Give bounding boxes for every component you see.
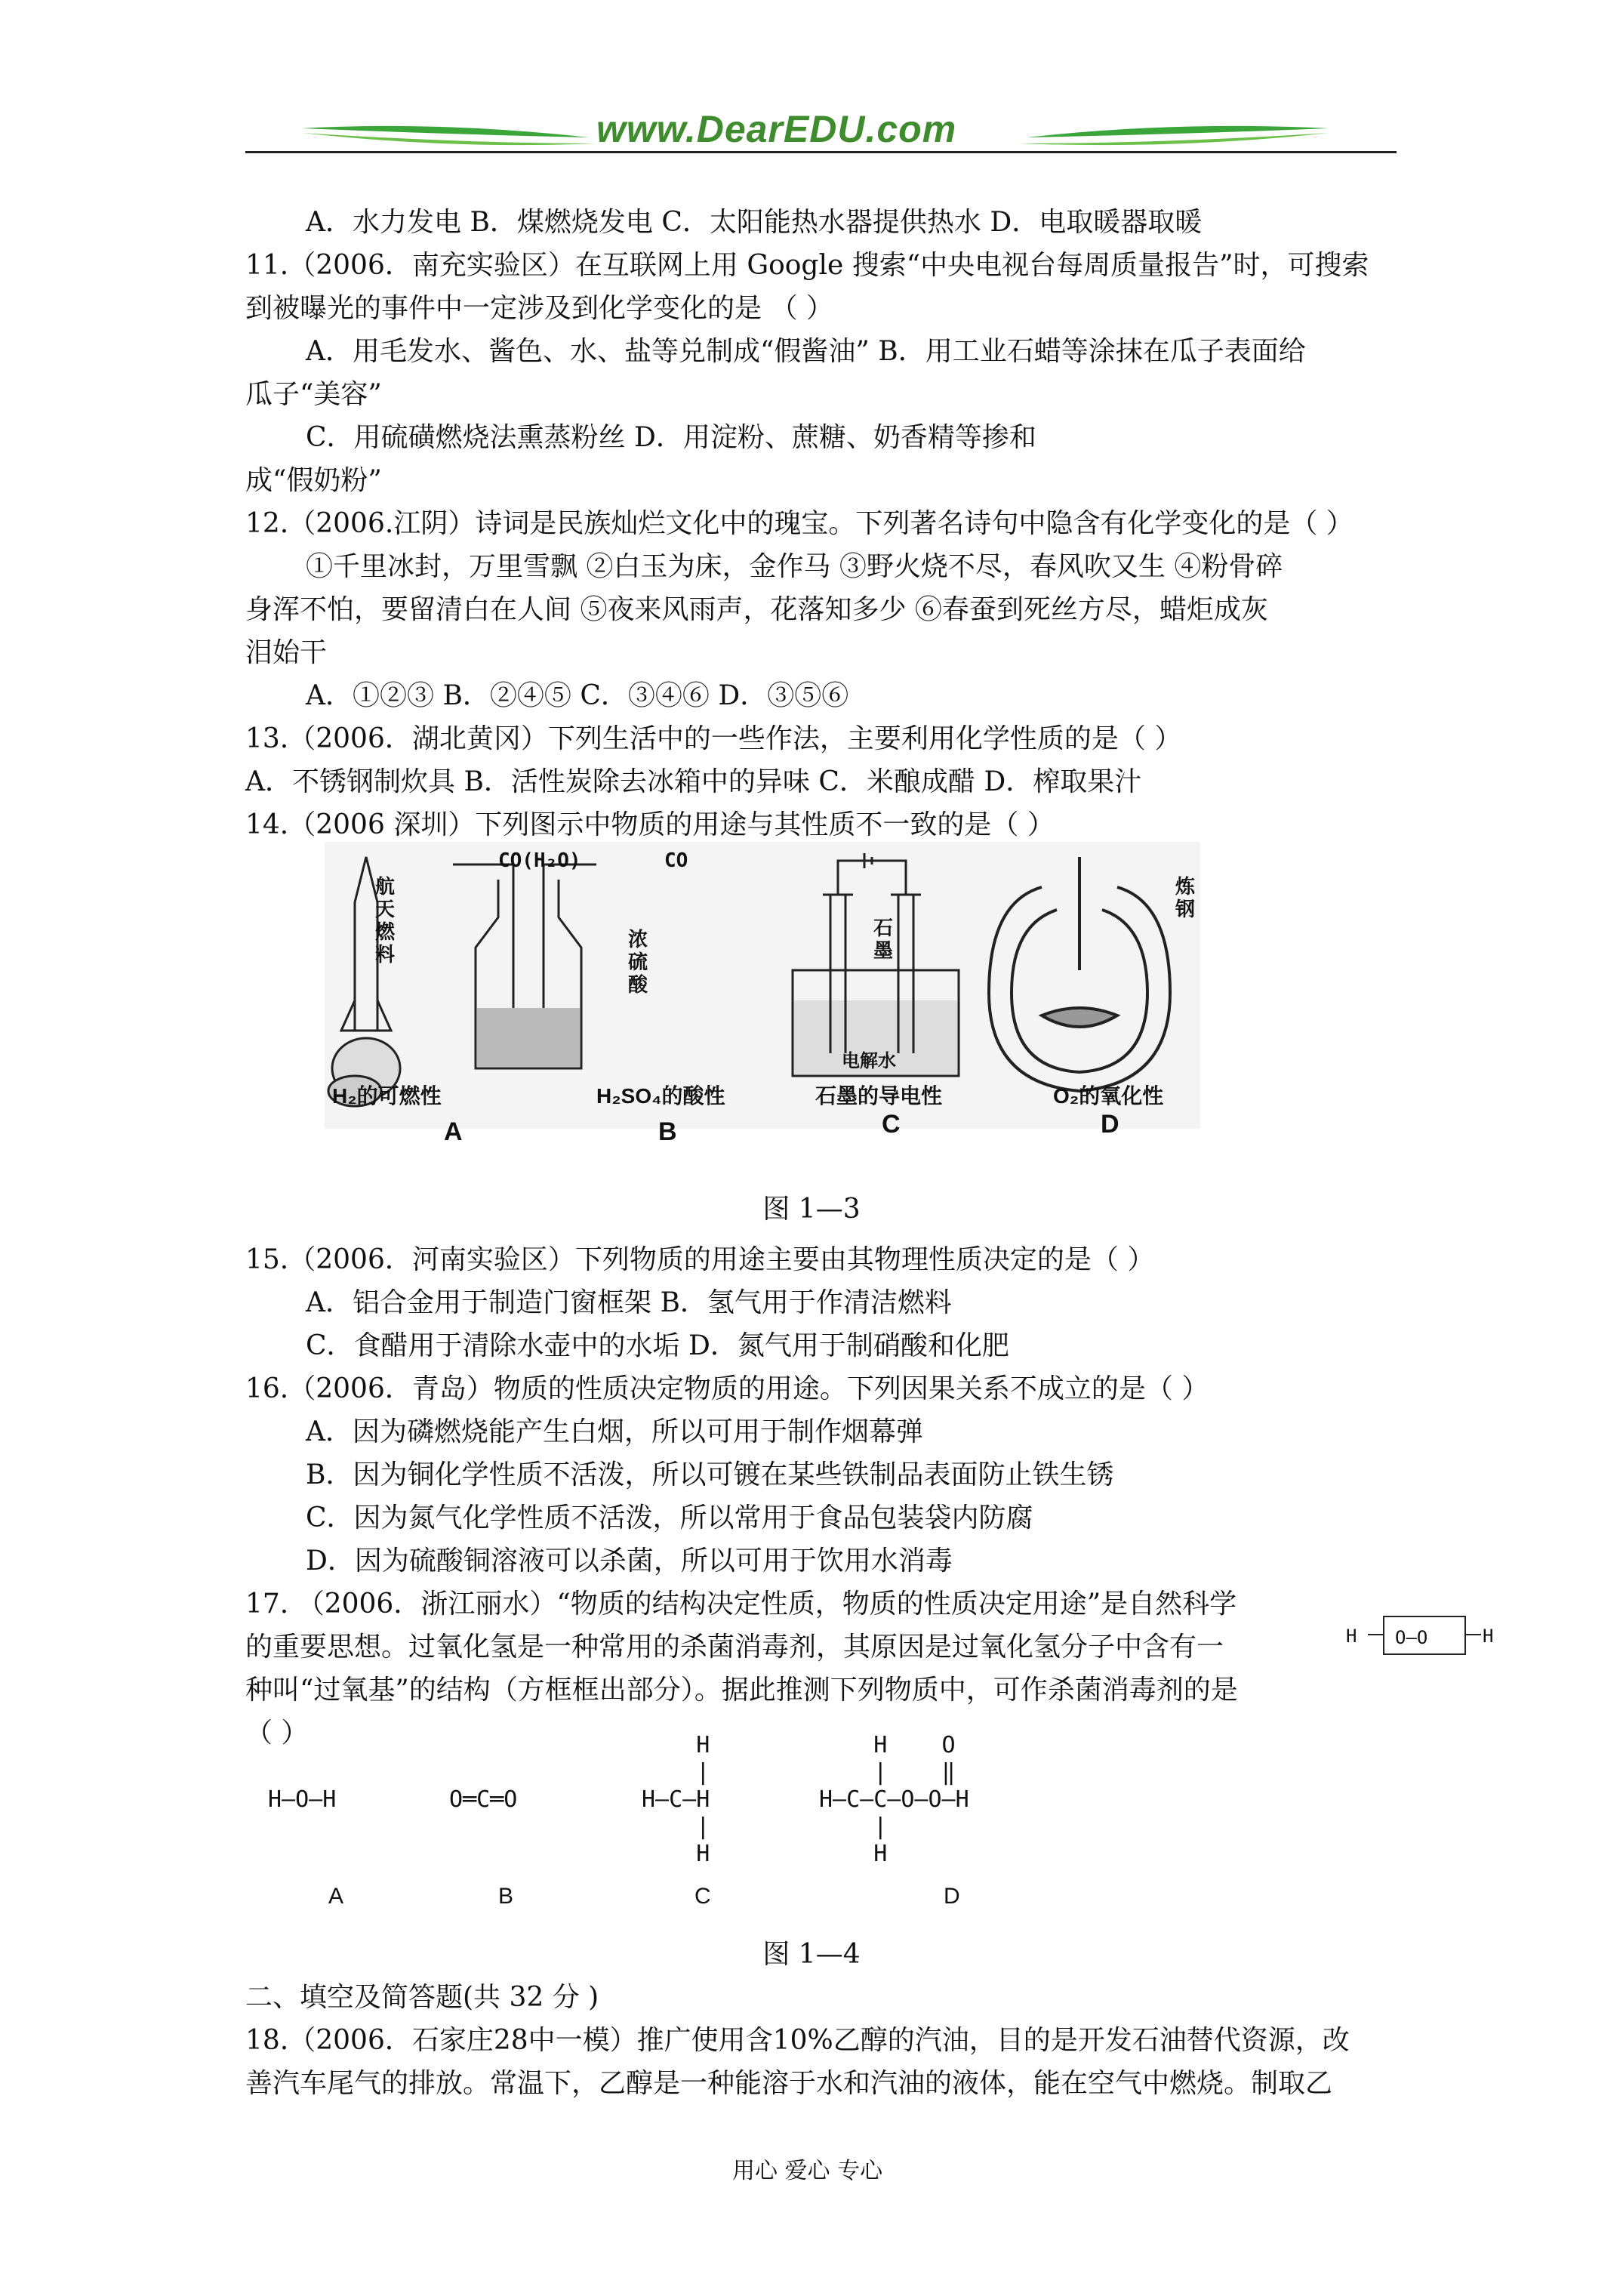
text-line: 12.（2006.江阴）诗词是民族灿烂文化中的瑰宝。下列著名诗句中隐含有化学变化的是（ ） bbox=[245, 508, 1354, 539]
text-line: 14.（2006 深圳）下列图示中物质的用途与其性质不一致的是（ ） bbox=[245, 809, 1055, 840]
text-line: A．因为磷燃烧能产生白烟，所以可用于制作烟幕弹 bbox=[306, 1416, 923, 1447]
text-line: 13.（2006．湖北黄冈）下列生活中的一些作法，主要利用化学性质的是（ ） bbox=[245, 723, 1182, 754]
text-line: A．水力发电 B．煤燃烧发电 C．太阳能热水器提供热水 D．电取暖器取暖 bbox=[306, 207, 1203, 238]
text-line: C．因为氮气化学性质不活泼，所以常用于食品包装袋内防腐 bbox=[306, 1502, 1033, 1533]
panel-a-property: H₂的可燃性 bbox=[332, 1084, 442, 1108]
molecule-row: H—C—C—O—O—H bbox=[819, 1786, 969, 1813]
molecule-row: | bbox=[642, 1814, 710, 1840]
text-line: A．用毛发水、酱色、水、盐等兑制成“假酱油” B．用工业石蜡等涂抹在瓜子表面给 bbox=[306, 336, 1306, 367]
panel-c-letter: C bbox=[882, 1110, 901, 1139]
molecule-row: H—O—H bbox=[268, 1786, 337, 1813]
header-rule bbox=[245, 151, 1397, 153]
molecule-row: | ‖ bbox=[819, 1759, 956, 1786]
panel-a-letter: A bbox=[444, 1117, 463, 1146]
label-gas-out: CO bbox=[664, 849, 688, 872]
text-line: 善汽车尾气的排放。常温下，乙醇是一种能溶于水和汽油的液体，能在空气中燃烧。制取乙 bbox=[245, 2068, 1333, 2099]
text-line: 的重要思想。过氧化氢是一种常用的杀菌消毒剂，其原因是过氧化氢分子中含有一 bbox=[245, 1632, 1224, 1663]
text-line: 15.（2006．河南实验区）下列物质的用途主要由其物理性质决定的是（ ） bbox=[245, 1244, 1155, 1275]
label-gas-in: CO(H₂O) bbox=[498, 849, 581, 872]
panel-c-property: 石墨的导电性 bbox=[815, 1084, 943, 1108]
molecule-letter: A bbox=[328, 1884, 344, 1909]
molecule-row: H bbox=[642, 1841, 710, 1867]
text-line: 身浑不怕，要留清白在人间 ⑤夜来风雨声，花落知多少 ⑥春蚕到死丝方尽，蜡炬成灰 bbox=[245, 594, 1268, 625]
peroxide-h-left: H bbox=[1346, 1626, 1357, 1647]
panel-d-letter: D bbox=[1101, 1110, 1119, 1139]
molecule-row: H—C—H bbox=[642, 1786, 710, 1813]
molecule-row: H bbox=[642, 1732, 710, 1758]
molecule-letter: D bbox=[944, 1884, 960, 1909]
peroxide-oo: O—O bbox=[1395, 1627, 1428, 1648]
text-line: 到被曝光的事件中一定涉及到化学变化的是 （ ） bbox=[245, 293, 833, 324]
header-site-name: www.DearEDU.com bbox=[596, 108, 957, 150]
label-rocket-fuel: 航天燃料 bbox=[374, 876, 395, 966]
text-line: C．食醋用于清除水壶中的水垢 D．氮气用于制硝酸和化肥 bbox=[306, 1330, 1009, 1361]
text-line: A．铝合金用于制造门窗框架 B．氢气用于作清洁燃料 bbox=[306, 1287, 952, 1318]
peroxide-h-right: H bbox=[1483, 1626, 1494, 1647]
peroxide-bond-right bbox=[1466, 1634, 1481, 1635]
text-line: （ ） bbox=[245, 1718, 309, 1749]
text-line: 17. （2006．浙江丽水）“物质的结构决定性质，物质的性质决定用途”是自然科学 bbox=[245, 1589, 1237, 1620]
label-graphite: 石墨 bbox=[873, 917, 893, 963]
molecule-row: O═C═O bbox=[449, 1786, 518, 1813]
text-line: 18.（2006．石家庄28中一模）推广使用含10%乙醇的汽油，目的是开发石油替代资源，改 bbox=[245, 2025, 1350, 2056]
figure-1-3-caption: 图 1—3 bbox=[762, 1194, 861, 1225]
text-line: A．不锈钢制炊具 B．活性炭除去冰箱中的异味 C．米酿成醋 D．榨取果汁 bbox=[245, 766, 1142, 797]
peroxide-bond-left bbox=[1368, 1634, 1383, 1635]
molecule-letter: C bbox=[694, 1884, 711, 1909]
panel-b-letter: B bbox=[658, 1117, 677, 1146]
text-line: D．因为硫酸铜溶液可以杀菌，所以可用于饮用水消毒 bbox=[306, 1546, 953, 1576]
text-line: A．①②③ B．②④⑤ C．③④⑥ D．③⑤⑥ bbox=[306, 680, 849, 711]
text-line: 二、填空及简答题(共 32 分 ) bbox=[245, 1982, 599, 2013]
label-conc-acid: 浓硫酸 bbox=[627, 929, 648, 997]
figure-1-4-caption: 图 1—4 bbox=[762, 1939, 861, 1970]
molecule-letter: B bbox=[498, 1884, 514, 1909]
text-line: 种叫“过氧基”的结构（方框框出部分）。据此推测下列物质中，可作杀菌消毒剂的是 bbox=[245, 1675, 1238, 1706]
text-line: B．因为铜化学性质不活泼，所以可镀在某些铁制品表面防止铁生锈 bbox=[306, 1459, 1114, 1490]
molecule-row: | bbox=[642, 1759, 710, 1786]
text-line: C．用硫磺燃烧法熏蒸粉丝 D．用淀粉、蔗糖、奶香精等掺和 bbox=[306, 422, 1036, 453]
text-line: ①千里冰封，万里雪飘 ②白玉为床，金作马 ③野火烧不尽，春风吹又生 ④粉骨碎 bbox=[306, 551, 1283, 582]
text-line: 泪始干 bbox=[245, 637, 328, 668]
molecule-row: H O bbox=[819, 1732, 956, 1758]
molecule-row: H bbox=[819, 1841, 888, 1867]
page-footer: 用心 爱心 专心 bbox=[732, 2158, 883, 2184]
molecule-row: | bbox=[819, 1814, 888, 1840]
text-line: 成“假奶粉” bbox=[245, 465, 382, 496]
text-line: 11.（2006．南充实验区）在互联网上用 Google 搜索“中央电视台每周质量报告”时，可搜索 bbox=[245, 250, 1369, 281]
label-electrolysis-water: 电解水 bbox=[842, 1050, 896, 1071]
label-steelmaking: 炼钢 bbox=[1175, 876, 1195, 921]
panel-d-property: O₂的氧化性 bbox=[1053, 1084, 1164, 1108]
text-line: 瓜子“美容” bbox=[245, 379, 382, 410]
panel-b-property: H₂SO₄的酸性 bbox=[596, 1084, 725, 1108]
text-line: 16.（2006．青岛）物质的性质决定物质的用途。下列因果关系不成立的是（ ） bbox=[245, 1373, 1209, 1404]
peroxy-box bbox=[1383, 1616, 1466, 1655]
